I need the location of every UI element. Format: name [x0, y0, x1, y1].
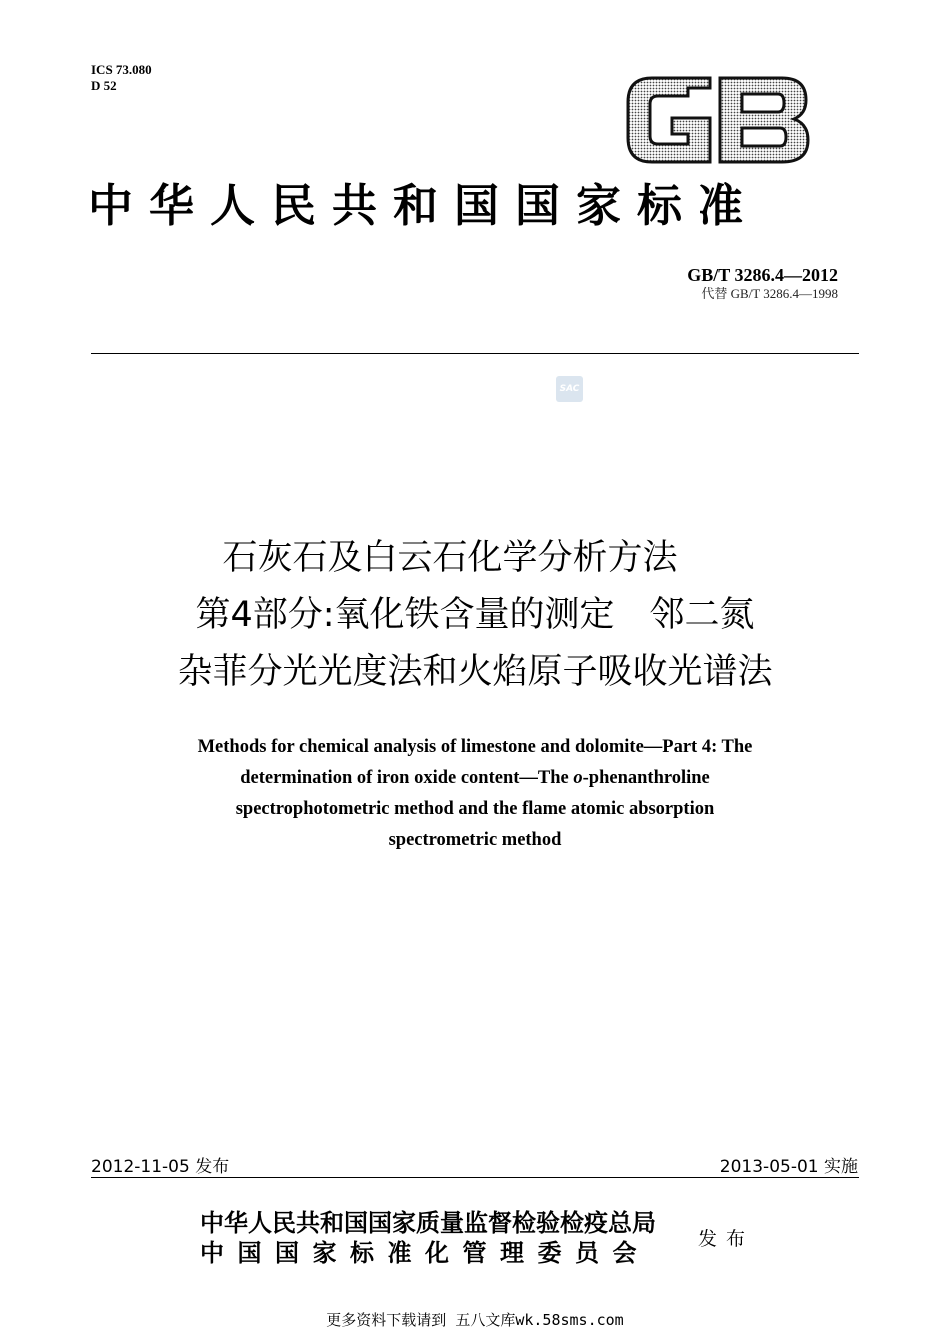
- issuer-sac: 中国国家标准化管理委员会: [200, 1239, 650, 1267]
- ics-code: ICS 73.080: [91, 62, 152, 77]
- ccs-code: D 52: [91, 78, 117, 93]
- chinese-title-line-1: 石灰石及白云石化学分析方法: [222, 538, 678, 578]
- english-title-line-3: spectrophotometric method and the flame atomic absorption: [235, 799, 715, 819]
- english-title-line-2-end: -phenanthroline: [582, 768, 710, 788]
- classification-codes: [91, 62, 152, 94]
- english-title-line-2-start: determination of iron oxide content—The: [240, 768, 574, 788]
- standard-number: GB/T 3286.4—2012: [687, 265, 838, 285]
- replaces-standard: 代替 GB/T 3286.4—1998: [701, 286, 838, 301]
- english-title-line-1: Methods for chemical analysis of limestone and dolomite—Part 4: The: [197, 737, 753, 757]
- english-title-italic-o: o: [573, 768, 583, 788]
- gb-logo-icon: [622, 72, 812, 168]
- standard-code-block: [687, 264, 838, 302]
- top-divider: [91, 353, 859, 354]
- bottom-divider: [91, 1177, 859, 1178]
- english-title-line-4: spectrometric method: [388, 830, 562, 850]
- download-footer: 更多资料下载请到 五八文库wk.58sms.com: [326, 1311, 624, 1329]
- chinese-title-line-3: 杂菲分光光度法和火焰原子吸收光谱法: [177, 652, 773, 692]
- national-standard-heading: 中华人民共和国国家标准: [88, 179, 760, 232]
- issuer-aqsiq: 中华人民共和国国家质量监督检验检疫总局: [200, 1209, 656, 1237]
- publish-label: 发布: [698, 1228, 755, 1250]
- issuing-authorities: [200, 1208, 656, 1268]
- implementation-date: 2013-05-01 实施: [719, 1157, 858, 1177]
- english-title-line-2: [90, 763, 860, 794]
- sac-watermark-icon: SAC: [556, 376, 583, 402]
- english-title: [90, 732, 860, 856]
- chinese-title: [0, 530, 950, 701]
- issue-date: 2012-11-05 发布: [91, 1157, 230, 1177]
- chinese-title-line-2: 第4部分:氧化铁含量的测定 邻二氮: [195, 595, 755, 635]
